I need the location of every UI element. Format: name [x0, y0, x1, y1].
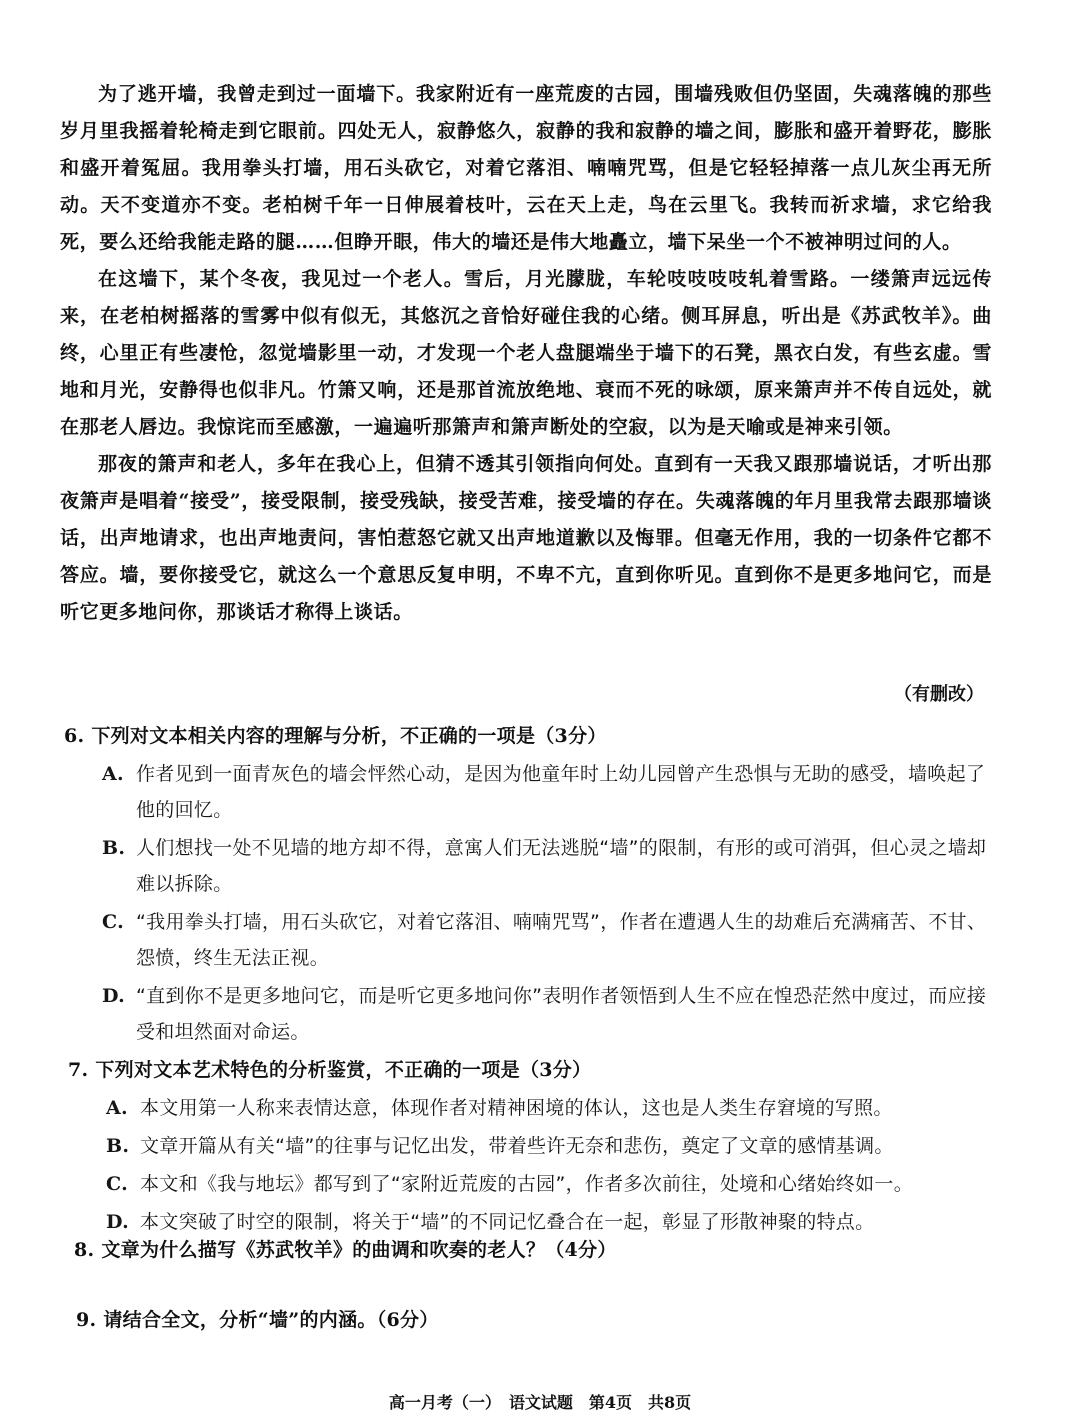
reading-passage	[60, 76, 992, 631]
option-text: “我用拳头打墙，用石头砍它，对着它落泪、喃喃咒骂”，作者在遭遇人生的劫难后充满痛苦、不甘、怨愤，终生无法正视。	[136, 911, 987, 969]
option-letter: B.	[106, 1135, 130, 1157]
option-c	[106, 1166, 1004, 1202]
page-footer: 高一月考（一） 语文试题 第4页 共8页	[388, 1393, 692, 1412]
option-d	[102, 978, 1000, 1050]
option-text: 人们想找一处不见墙的地方却不得，意寓人们无法逃脱“墙”的限制，有形的或可消弭，但心灵之墙却难以拆除。	[136, 837, 987, 895]
option-letter: C.	[102, 911, 125, 933]
question-stem: 9. 请结合全文，分析“墙”的内涵。（6分）	[76, 1309, 439, 1331]
option-text: 本文突破了时空的限制，将关于“墙”的不同记忆叠合在一起，彰显了形散神聚的特点。	[140, 1211, 875, 1233]
question-8	[74, 1232, 974, 1268]
source-note: （有删改）	[894, 684, 984, 705]
passage-paragraph: 在这墙下，某个冬夜，我见过一个老人。雪后，月光朦胧，车轮吱吱吱吱轧着雪路。一缕箫声远远传来，在老柏树摇落的雪雾中似有似无，其悠沉之音恰好碰住我的心绪。侧耳屏息，听出是《苏武牧羊》。曲终，心里正有些凄怆，忽觉墙影里一动，才发现一个老人盘腿端坐于墙下的石凳，黑衣白发，有些玄虚。雪地和月光，安静得也似非凡。竹箫又响，还是那首流放绝地、衰而不死的咏颂，原来箫声并不传自远处，就在那老人唇边。我惊诧而至感激，一遍遍听那箫声和箫声断处的空寂，以为是天喻或是神来引领。	[60, 268, 992, 438]
option-b	[102, 830, 1000, 902]
question-stem: 7. 下列对文本艺术特色的分析鉴赏，不正确的一项是（3分）	[68, 1059, 592, 1081]
option-letter: C.	[106, 1173, 129, 1195]
option-text: “直到你不是更多地问它，而是听它更多地问你”表明作者领悟到人生不应在惶恐茫然中度过，而应接受和坦然面对命运。	[136, 985, 987, 1043]
option-a	[106, 1090, 1004, 1126]
question-stem: 8. 文章为什么描写《苏武牧羊》的曲调和吹奏的老人？（4分）	[74, 1239, 617, 1261]
option-letter: A.	[102, 763, 124, 785]
option-text: 作者见到一面青灰色的墙会怦然心动，是因为他童年时上幼儿园曾产生恐惧与无助的感受，墙唤起了他的回忆。	[136, 763, 986, 821]
option-letter: A.	[106, 1097, 128, 1119]
question-9	[76, 1302, 976, 1338]
option-text: 本文用第一人称来表情达意，体现作者对精神困境的体认，这也是人类生存窘境的写照。	[140, 1097, 893, 1119]
question-6	[64, 718, 1000, 1050]
option-c	[102, 904, 1000, 976]
passage-paragraph: 那夜的箫声和老人，多年在我心上，但猜不透其引领指向何处。直到有一天我又跟那墙说话，才听出那夜箫声是唱着“接受”，接受限制，接受残缺，接受苦难，接受墙的存在。失魂落魄的年月里我常去跟那墙谈话，出声地请求，也出声地责问，害怕惹怒它就又出声地道歉以及悔罪。但毫无作用，我的一切条件它都不答应。墙，要你接受它，就这么一个意思反复申明，不卑不亢，直到你听见。直到你不是更多地问它，而是听它更多地问你，那谈话才称得上谈话。	[60, 453, 992, 623]
passage-paragraph: 为了逃开墙，我曾走到过一面墙下。我家附近有一座荒废的古园，围墙残败但仍坚固，失魂落魄的那些岁月里我摇着轮椅走到它眼前。四处无人，寂静悠久，寂静的我和寂静的墙之间，膨胀和盛开着野花，膨胀和盛开着冤屈。我用拳头打墙，用石头砍它，对着它落泪、喃喃咒骂，但是它轻轻掉落一点儿灰尘再无所动。天不变道亦不变。老柏树千年一日伸展着枝叶，云在天上走，鸟在云里飞。我转而祈求墙，求它给我死，要么还给我能走路的腿……但睁开眼，伟大的墙还是伟大地矗立，墙下呆坐一个不被神明过问的人。	[60, 83, 992, 253]
option-a	[102, 756, 1000, 828]
option-letter: B.	[102, 837, 126, 859]
question-7	[68, 1052, 1004, 1240]
option-letter: D.	[102, 985, 126, 1007]
option-b	[106, 1128, 1004, 1164]
option-letter: D.	[106, 1211, 130, 1233]
question-stem: 6. 下列对文本相关内容的理解与分析，不正确的一项是（3分）	[64, 725, 607, 747]
option-text: 本文和《我与地坛》都写到了“家附近荒废的古园”，作者多次前往，处境和心绪始终如一。	[140, 1173, 913, 1195]
option-text: 文章开篇从有关“墙”的往事与记忆出发，带着些许无奈和悲伤，奠定了文章的感情基调。	[140, 1135, 894, 1157]
